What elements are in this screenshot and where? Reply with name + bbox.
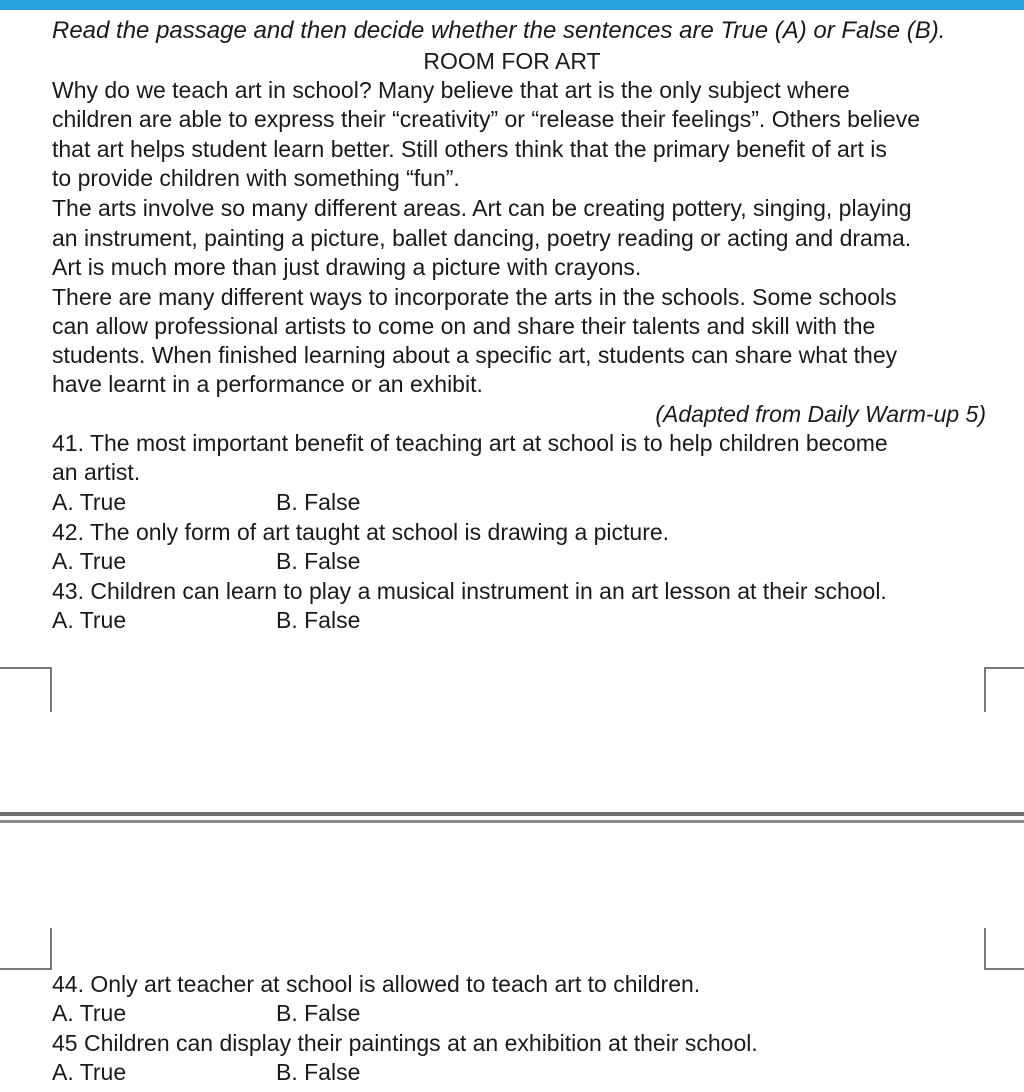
passage-line: students. When finished learning about a specific art, students can share what they	[52, 342, 898, 368]
passage-line: children are able to express their “creativity” or “release their feelings”. Others believe	[52, 106, 920, 132]
option-b-false[interactable]: B. False	[276, 548, 361, 574]
passage-line: have learnt in a performance or an exhibit.	[52, 371, 483, 397]
passage-line: can allow professional artists to come on and share their talents and skill with the	[52, 313, 876, 339]
passage-line: There are many different ways to incorporate the arts in the schools. Some schools	[52, 284, 897, 310]
option-b-false[interactable]: B. False	[276, 1000, 361, 1026]
page-corner-bottom-right	[984, 928, 1024, 970]
option-b-false[interactable]: B. False	[276, 1059, 361, 1085]
page-corner-top-left	[0, 667, 52, 712]
page-corner-bottom-left	[0, 928, 52, 970]
passage-line: an instrument, painting a picture, ballet dancing, poetry reading or acting and drama.	[52, 225, 912, 251]
question-text: 42. The only form of art taught at school is drawing a picture.	[52, 519, 670, 545]
option-a-true[interactable]: A. True	[52, 607, 127, 633]
passage-line: The arts involve so many different areas. Art can be creating pottery, singing, playing	[52, 195, 912, 221]
option-a-true[interactable]: A. True	[52, 1000, 127, 1026]
top-accent-bar	[0, 0, 1024, 10]
question-text: 44. Only art teacher at school is allowed to teach art to children.	[52, 971, 701, 997]
page-divider-top	[0, 812, 1024, 816]
page-corner-top-right	[984, 667, 1024, 712]
instruction-text: Read the passage and then decide whether the sentences are True (A) or False (B).	[52, 17, 946, 44]
passage-title: ROOM FOR ART	[423, 48, 601, 74]
option-b-false[interactable]: B. False	[276, 607, 361, 633]
question-text: 41. The most important benefit of teaching art at school is to help children become	[52, 430, 888, 456]
passage-source: (Adapted from Daily Warm-up 5)	[655, 401, 986, 427]
passage-line: that art helps student learn better. Still others think that the primary benefit of art is	[52, 136, 887, 162]
passage-line: Art is much more than just drawing a picture with crayons.	[52, 254, 642, 280]
question-text: 43. Children can learn to play a musical instrument in an art lesson at their school.	[52, 578, 887, 604]
page-divider-bottom	[0, 820, 1024, 823]
option-b-false[interactable]: B. False	[276, 489, 361, 515]
option-a-true[interactable]: A. True	[52, 1059, 127, 1085]
passage-line: Why do we teach art in school? Many believe that art is the only subject where	[52, 77, 850, 103]
question-text-continued: an artist.	[52, 459, 141, 485]
question-text: 45 Children can display their paintings at an exhibition at their school.	[52, 1030, 758, 1056]
option-a-true[interactable]: A. True	[52, 489, 127, 515]
option-a-true[interactable]: A. True	[52, 548, 127, 574]
passage-line: to provide children with something “fun”.	[52, 165, 460, 191]
